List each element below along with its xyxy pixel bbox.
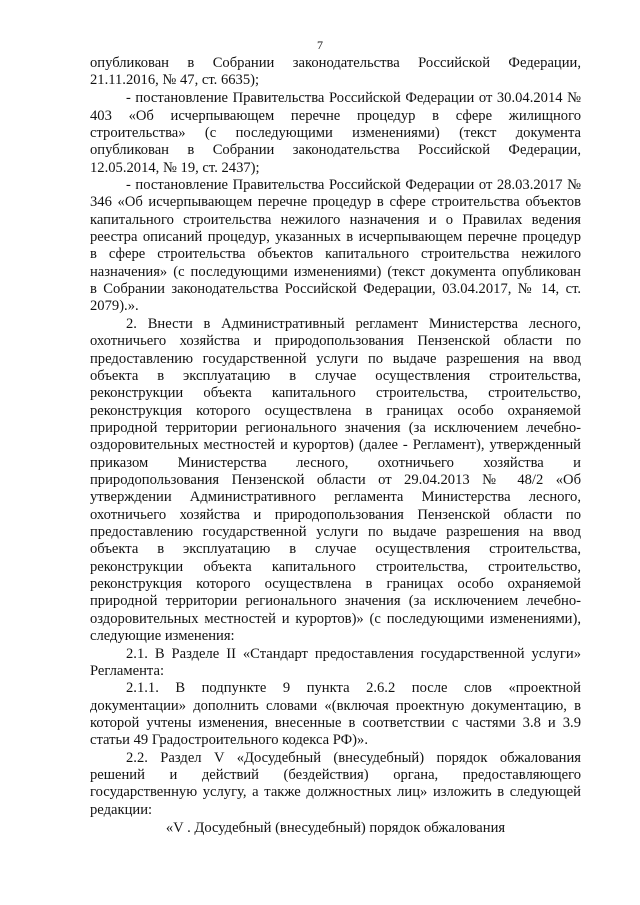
text-line: в сфере строительства объектов капитального строительства нежилого xyxy=(90,246,581,262)
text-line: редакции: xyxy=(90,802,153,818)
text-line: природной территории регионального значения (за исключением лечебно- xyxy=(90,420,581,436)
text-line: предоставлению государственной услуги по выдаче разрешения на ввод xyxy=(90,524,581,540)
text-line: которой учтены изменения, внесенные в соответствии с частями 3.8 и 3.9 xyxy=(90,715,581,731)
section-heading: «V . Досудебный (внесудебный) порядок обжалования xyxy=(165,820,506,836)
text-line: в Собрании законодательства Российской Федерации, 03.04.2017, № 14, ст. xyxy=(90,281,581,297)
text-line: строительства» (с последующими изменениями) (текст документа xyxy=(90,125,581,141)
page-number: 7 xyxy=(317,38,323,52)
text-line: охотничьего хозяйства и природопользования Пензенской области по xyxy=(90,507,581,523)
text-line: Регламента: xyxy=(90,663,165,679)
text-line: природной территории регионального значения (за исключением лечебно- xyxy=(90,593,581,609)
text-line: утверждении Административного регламента Министерства лесного, xyxy=(90,489,581,505)
text-line: объекта в эксплуатацию в случае осуществления строительства, xyxy=(90,541,581,557)
text-line: 403 «Об исчерпывающем перечне процедур в сфере жилищного xyxy=(90,108,581,124)
text-line: оздоровительных местностей и курортов)» (с последующими изменениями), xyxy=(90,611,581,627)
text-line: приказом Министерства лесного, охотничьего хозяйства и xyxy=(90,455,581,471)
text-line: 2.2. Раздел V «Досудебный (внесудебный) порядок обжалования xyxy=(126,750,581,766)
text-line: природопользования Пензенской области от 29.04.2013 № 48/2 «Об xyxy=(90,472,581,488)
text-line: реконструкция которого осуществлена в границах особо охраняемой xyxy=(90,403,581,419)
text-line: реконструкции объекта капитального строительства, строительство, xyxy=(90,559,581,575)
text-line: капитального строительства нежилого назначения и о Правилах ведения xyxy=(90,212,581,228)
text-line: реестра описаний процедур, указанных в исчерпывающем перечне процедур xyxy=(90,229,581,245)
text-line: государственную услугу, а также должностных лиц» изложить в следующей xyxy=(90,784,581,800)
text-line: решений и действий (бездействия) органа, предоставляющего xyxy=(90,767,581,783)
text-line: 12.05.2014, № 19, ст. 2437); xyxy=(90,160,260,176)
text-line: следующие изменения: xyxy=(90,628,235,644)
text-line: 346 «Об исчерпывающем перечне процедур в сфере строительства объектов xyxy=(90,194,581,210)
text-line: 2.1. В Разделе II «Стандарт предоставления государственной услуги» xyxy=(126,646,581,662)
text-line: 2.1.1. В подпункте 9 пункта 2.6.2 после слов «проектной xyxy=(126,680,581,696)
text-line: документации» дополнить словами «(включая проектную документацию, в xyxy=(90,698,581,714)
text-line: назначения» (с последующими изменениями) (текст документа опубликован xyxy=(90,264,581,280)
text-line: - постановление Правительства Российской Федерации от 30.04.2014 № xyxy=(126,90,581,106)
text-line: реконструкции объекта капитального строительства, строительство, xyxy=(90,385,581,401)
text-line: предоставлению государственной услуги по выдаче разрешения на ввод xyxy=(90,351,581,367)
text-line: реконструкция которого осуществлена в границах особо охраняемой xyxy=(90,576,581,592)
text-line: 2. Внести в Административный регламент Министерства лесного, xyxy=(126,316,581,332)
text-line: оздоровительных местностей и курортов) (далее - Регламент), утвержденный xyxy=(90,437,581,453)
text-line: опубликован в Собрании законодательства Российской Федерации, xyxy=(90,55,581,71)
text-line: 2079).». xyxy=(90,298,139,314)
text-line: опубликован в Собрании законодательства Российской Федерации, xyxy=(90,142,581,158)
text-line: - постановление Правительства Российской Федерации от 28.03.2017 № xyxy=(126,177,581,193)
text-line: объекта в эксплуатацию в случае осуществления строительства, xyxy=(90,368,581,384)
text-line: 21.11.2016, № 47, ст. 6635); xyxy=(90,72,260,88)
text-line: охотничьего хозяйства и природопользования Пензенской области по xyxy=(90,333,581,349)
text-line: статьи 49 Градостроительного кодекса РФ)». xyxy=(90,732,368,748)
